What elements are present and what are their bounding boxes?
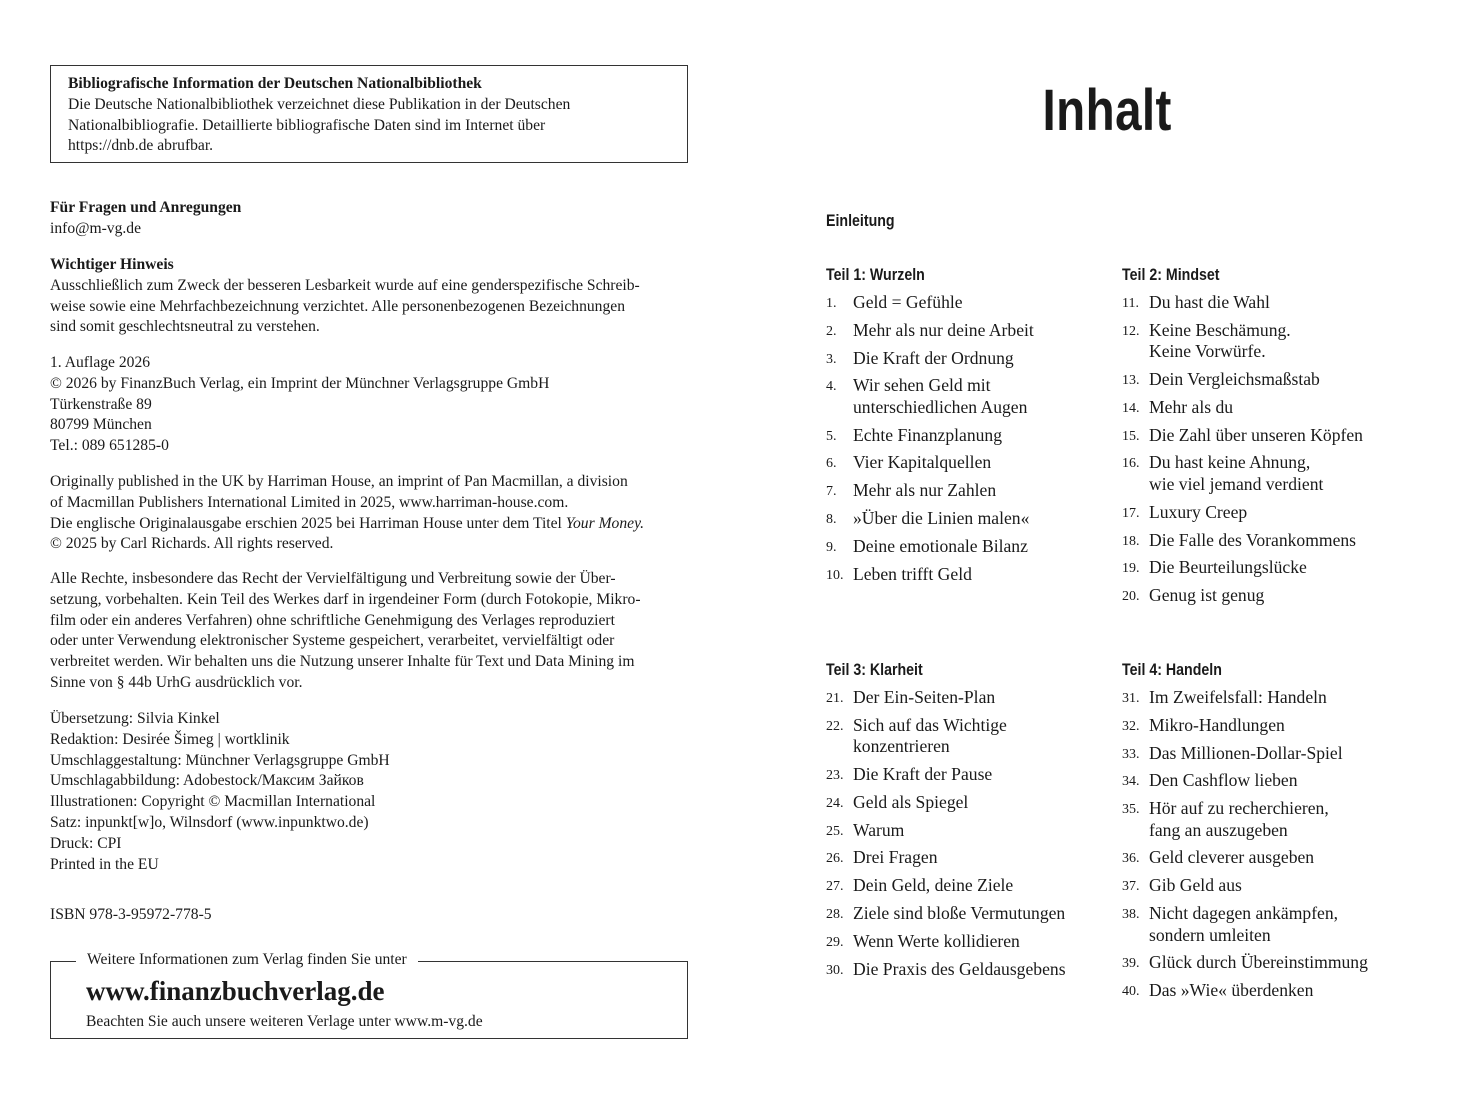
credit-line: Umschlaggestaltung: Münchner Verlagsgruppe GmbH (50, 751, 390, 769)
bibliographic-line: https://dnb.de abrufbar. (68, 137, 214, 155)
toc-entry-number: 24. (826, 795, 844, 811)
publisher-info-box (50, 951, 688, 1039)
toc-entry (1122, 530, 1363, 552)
edition-line: © 2026 by FinanzBuch Verlag, ein Imprint der Münchner Verlagsgruppe GmbH (50, 374, 550, 392)
credits-block (50, 709, 688, 875)
toc-entry-title: Die Zahl über unseren Köpfen (1149, 424, 1363, 445)
toc-entry-number: 25. (826, 823, 844, 839)
toc-entry-title: Geld als Spiegel (853, 791, 969, 812)
credit-line: Illustrationen: Copyright © Macmillan International (50, 793, 376, 811)
toc-entry-title: konzentrieren (853, 736, 950, 757)
toc-entry-title: Den Cashflow lieben (1149, 770, 1298, 791)
toc-entry (826, 564, 1034, 586)
bibliographic-line: Nationalbibliografie. Detaillierte bibliografische Daten sind im Internet über (68, 116, 546, 134)
credit-line: Redaktion: Desirée Šimeg | wortklinik (50, 730, 290, 748)
publisher-legend: Weitere Informationen zum Verlag finden Sie unter (76, 950, 418, 970)
toc-entry (826, 508, 1034, 530)
toc-entry-title: Die Kraft der Ordnung (853, 347, 1014, 368)
toc-page (738, 0, 1476, 1104)
toc-entry-title: Warum (853, 819, 905, 840)
toc-entry-title: Mehr als nur Zahlen (853, 480, 997, 501)
toc-entry (1122, 369, 1363, 391)
toc-entry-number: 39. (1122, 956, 1140, 972)
original-title: Your Money. (565, 514, 645, 532)
toc-entry-number: 26. (826, 851, 844, 867)
original-line: Originally published in the UK by Harriman House, an imprint of Pan Macmillan, a division (50, 473, 628, 490)
toc-entry (1122, 770, 1368, 792)
toc-entry-title: Leben trifft Geld (853, 563, 972, 584)
toc-entry-title: Wir sehen Geld mit (853, 375, 991, 396)
toc-entry (826, 320, 1034, 342)
toc-entry (826, 536, 1034, 558)
rights-line: Alle Rechte, insbesondere das Recht der Vervielfältigung und Verbreitung sowie der Über- (50, 570, 616, 587)
toc-entry (826, 348, 1034, 370)
toc-entry (1122, 585, 1363, 607)
toc-entry (826, 792, 1066, 814)
original-edition-block (50, 472, 688, 555)
part-3-heading: Teil 3: Klarheit (826, 661, 923, 679)
edition-block (50, 353, 688, 457)
edition-line: 80799 München (50, 416, 152, 434)
rights-block (50, 569, 688, 694)
toc-entry-title: wie viel jemand verdient (1149, 473, 1324, 494)
toc-entry-number: 12. (1122, 323, 1140, 339)
toc-entry-number: 36. (1122, 851, 1140, 867)
toc-entry (826, 375, 1034, 418)
toc-entry-number: 27. (826, 879, 844, 895)
toc-entry (826, 959, 1066, 981)
toc-entry-title: Mikro-Handlungen (1149, 714, 1285, 735)
toc-entry-number: 32. (1122, 718, 1140, 734)
toc-entry (1122, 847, 1368, 869)
rights-line: film oder ein anderes Verfahren) ohne schriftliche Genehmigung des Verlages reproduziert (50, 611, 615, 629)
toc-entry (826, 715, 1066, 758)
toc-entry-title: Glück durch Übereinstimmung (1149, 952, 1368, 973)
toc-entry (1122, 798, 1368, 841)
toc-entry-number: 1. (826, 296, 837, 311)
rights-line: verbreitet werden. Wir behalten uns die Nutzung unserer Inhalte für Text und Data Mining im (50, 653, 635, 671)
toc-entry-number: 7. (826, 484, 837, 500)
toc-entry-number: 31. (1122, 691, 1140, 706)
original-german-line (50, 514, 688, 535)
part-4-list (1122, 687, 1368, 1008)
toc-entry-title: sondern umleiten (1149, 924, 1271, 945)
toc-entry (826, 931, 1066, 953)
toc-intro: Einleitung (826, 212, 895, 230)
credit-line: Umschlagabbildung: Adobestock/Максим Зайков (50, 772, 364, 790)
toc-entry (1122, 980, 1368, 1002)
toc-entry-title: Mehr als du (1149, 396, 1234, 417)
toc-entry-number: 35. (1122, 802, 1140, 818)
toc-entry (1122, 715, 1368, 737)
toc-entry-number: 37. (1122, 879, 1140, 895)
toc-entry-title: Die Kraft der Pause (853, 764, 993, 785)
toc-entry-title: Genug ist genug (1149, 585, 1265, 606)
toc-entry (1122, 502, 1363, 524)
toc-entry (826, 847, 1066, 869)
toc-entry-number: 21. (826, 691, 844, 706)
toc-entry-title: Drei Fragen (853, 847, 938, 868)
toc-entry-title: Vier Kapitalquellen (853, 452, 992, 473)
credit-line: Übersetzung: Silvia Kinkel (50, 710, 220, 727)
toc-entry-number: 5. (826, 428, 837, 444)
toc-entry-title: Echte Finanzplanung (853, 424, 1003, 445)
toc-entry-number: 17. (1122, 505, 1140, 521)
edition-line: Türkenstraße 89 (50, 395, 152, 413)
toc-entry-number: 20. (1122, 589, 1140, 605)
toc-entry-number: 34. (1122, 774, 1140, 790)
toc-entry-number: 23. (826, 768, 844, 784)
toc-entry-number: 18. (1122, 533, 1140, 549)
toc-entry-title: Geld cleverer ausgeben (1149, 847, 1315, 868)
toc-entry-title: Der Ein-Seiten-Plan (853, 687, 996, 707)
toc-entry-number: 33. (1122, 746, 1140, 762)
part-4-heading: Teil 4: Handeln (1122, 661, 1222, 679)
toc-entry-title: Gib Geld aus (1149, 875, 1242, 896)
toc-entry (826, 820, 1066, 842)
toc-entry-title: Dein Geld, deine Ziele (853, 875, 1014, 896)
toc-entry (1122, 743, 1368, 765)
bibliographic-heading: Bibliografische Information der Deutschen Nationalbibliothek (68, 75, 482, 92)
toc-entry-title: Im Zweifelsfall: Handeln (1149, 687, 1327, 707)
toc-entry-title: Hör auf zu recherchieren, (1149, 798, 1329, 819)
toc-entry-number: 30. (826, 962, 844, 978)
toc-entry (826, 687, 1066, 709)
toc-entry (826, 452, 1034, 474)
toc-entry (826, 480, 1034, 502)
toc-entry (1122, 425, 1363, 447)
toc-entry (826, 764, 1066, 786)
toc-entry-number: 8. (826, 512, 837, 528)
toc-entry-number: 19. (1122, 561, 1140, 577)
toc-entry-title: Mehr als nur deine Arbeit (853, 319, 1034, 340)
toc-entry-number: 13. (1122, 373, 1140, 389)
toc-entry-title: Geld = Gefühle (853, 292, 963, 312)
edition-line: 1. Auflage 2026 (50, 354, 151, 371)
toc-entry-number: 11. (1122, 296, 1139, 311)
notice-line: weise sowie eine Mehrfachbezeichnung verzichtet. Alle personenbezogenen Bezeichnungen (50, 297, 625, 315)
toc-entry-number: 2. (826, 323, 837, 339)
toc-entry-title: »Über die Linien malen« (853, 508, 1030, 529)
contact-block (50, 198, 688, 240)
part-1-heading: Teil 1: Wurzeln (826, 266, 925, 284)
toc-entry-title: Keine Vorwürfe. (1149, 341, 1266, 362)
publisher-url: www.finanzbuchverlag.de (86, 976, 385, 1006)
toc-entry-title: fang an auszugeben (1149, 819, 1288, 840)
toc-entry-title: Die Beurteilungslücke (1149, 557, 1307, 578)
toc-entry-number: 40. (1122, 984, 1140, 1000)
toc-entry-number: 15. (1122, 428, 1140, 444)
toc-entry (1122, 397, 1363, 419)
toc-entry-title: Die Falle des Vorankommens (1149, 529, 1357, 550)
rights-line: Sinne von § 44b UrhG ausdrücklich vor. (50, 673, 303, 691)
toc-entry-title: Das »Wie« überdenken (1149, 980, 1314, 1001)
toc-entry (1122, 452, 1363, 495)
toc-entry-title: Ziele sind bloße Vermutungen (853, 903, 1066, 924)
toc-entry (1122, 687, 1368, 709)
part-3-list (826, 687, 1066, 986)
toc-entry-title: Sich auf das Wichtige (853, 714, 1007, 735)
toc-entry-title: Nicht dagegen ankämpfen, (1149, 903, 1339, 924)
credit-line: Druck: CPI (50, 834, 122, 852)
contact-email: info@m-vg.de (50, 219, 142, 237)
edition-line: Tel.: 089 651285-0 (50, 437, 169, 455)
toc-entry-number: 29. (826, 934, 844, 950)
toc-entry-title: Deine emotionale Bilanz (853, 535, 1028, 556)
toc-entry-title: Keine Beschämung. (1149, 319, 1291, 340)
isbn: ISBN 978-3-95972-778-5 (50, 906, 212, 923)
toc-entry-title: Du hast die Wahl (1149, 292, 1270, 312)
toc-entry-title: Das Millionen-Dollar-Spiel (1149, 742, 1343, 763)
toc-entry (1122, 557, 1363, 579)
part-2-list (1122, 292, 1363, 613)
original-line: of Macmillan Publishers International Limited in 2025, www.harriman-house.com. (50, 493, 569, 511)
toc-entry-number: 4. (826, 379, 837, 395)
part-2-heading: Teil 2: Mindset (1122, 266, 1220, 284)
rights-line: setzung, vorbehalten. Kein Teil des Werkes darf in irgendeiner Form (durch Fotokopie, Mikro- (50, 590, 641, 608)
toc-entry-number: 38. (1122, 907, 1140, 923)
toc-entry (826, 425, 1034, 447)
toc-entry-number: 10. (826, 567, 844, 583)
original-copyright: © 2025 by Carl Richards. All rights reserved. (50, 535, 334, 553)
bibliographic-line: Die Deutsche Nationalbibliothek verzeichnet diese Publikation in der Deutschen (68, 95, 571, 113)
publisher-note: Beachten Sie auch unsere weiteren Verlage unter www.m-vg.de (86, 1013, 483, 1030)
toc-entry-number: 9. (826, 539, 837, 555)
bibliographic-info-box (50, 65, 688, 163)
contact-heading: Für Fragen und Anregungen (50, 199, 242, 216)
toc-entry-title: Du hast keine Ahnung, (1149, 452, 1311, 473)
toc-entry-title: Die Praxis des Geldausgebens (853, 958, 1066, 979)
toc-entry (1122, 292, 1363, 314)
toc-entry-number: 3. (826, 351, 837, 367)
toc-entry (1122, 320, 1363, 363)
notice-block (50, 255, 688, 338)
credit-line: Printed in the EU (50, 855, 159, 873)
toc-entry (1122, 875, 1368, 897)
notice-heading: Wichtiger Hinweis (50, 256, 174, 273)
toc-entry-number: 28. (826, 907, 844, 923)
toc-entry (1122, 952, 1368, 974)
toc-entry-title: unterschiedlichen Augen (853, 396, 1028, 417)
notice-line: Ausschließlich zum Zweck der besseren Lesbarkeit wurde auf eine genderspezifische Schreib- (50, 276, 640, 294)
notice-line: sind somit geschlechtsneutral zu verstehen. (50, 318, 320, 336)
toc-entry-title: Luxury Creep (1149, 501, 1248, 522)
credit-line: Satz: inpunkt[w]o, Wilnsdorf (www.inpunktwo.de) (50, 813, 369, 831)
toc-entry-title: Dein Vergleichsmaßstab (1149, 369, 1320, 390)
toc-entry-number: 16. (1122, 456, 1140, 472)
toc-title: Inhalt (1042, 78, 1172, 143)
toc-entry (826, 903, 1066, 925)
toc-entry-number: 6. (826, 456, 837, 472)
original-german-text: Die englische Originalausgabe erschien 2025 bei Harriman House unter dem Titel (50, 514, 566, 532)
toc-entry-title: Wenn Werte kollidieren (853, 930, 1020, 951)
part-1-list (826, 292, 1034, 591)
toc-entry (826, 875, 1066, 897)
toc-entry (826, 292, 1034, 314)
toc-entry-number: 14. (1122, 400, 1140, 416)
rights-line: oder unter Verwendung elektronischer Systeme gespeichert, verarbeitet, vervielfältigt oder (50, 632, 615, 650)
toc-entry-number: 22. (826, 718, 844, 734)
toc-entry (1122, 903, 1368, 946)
